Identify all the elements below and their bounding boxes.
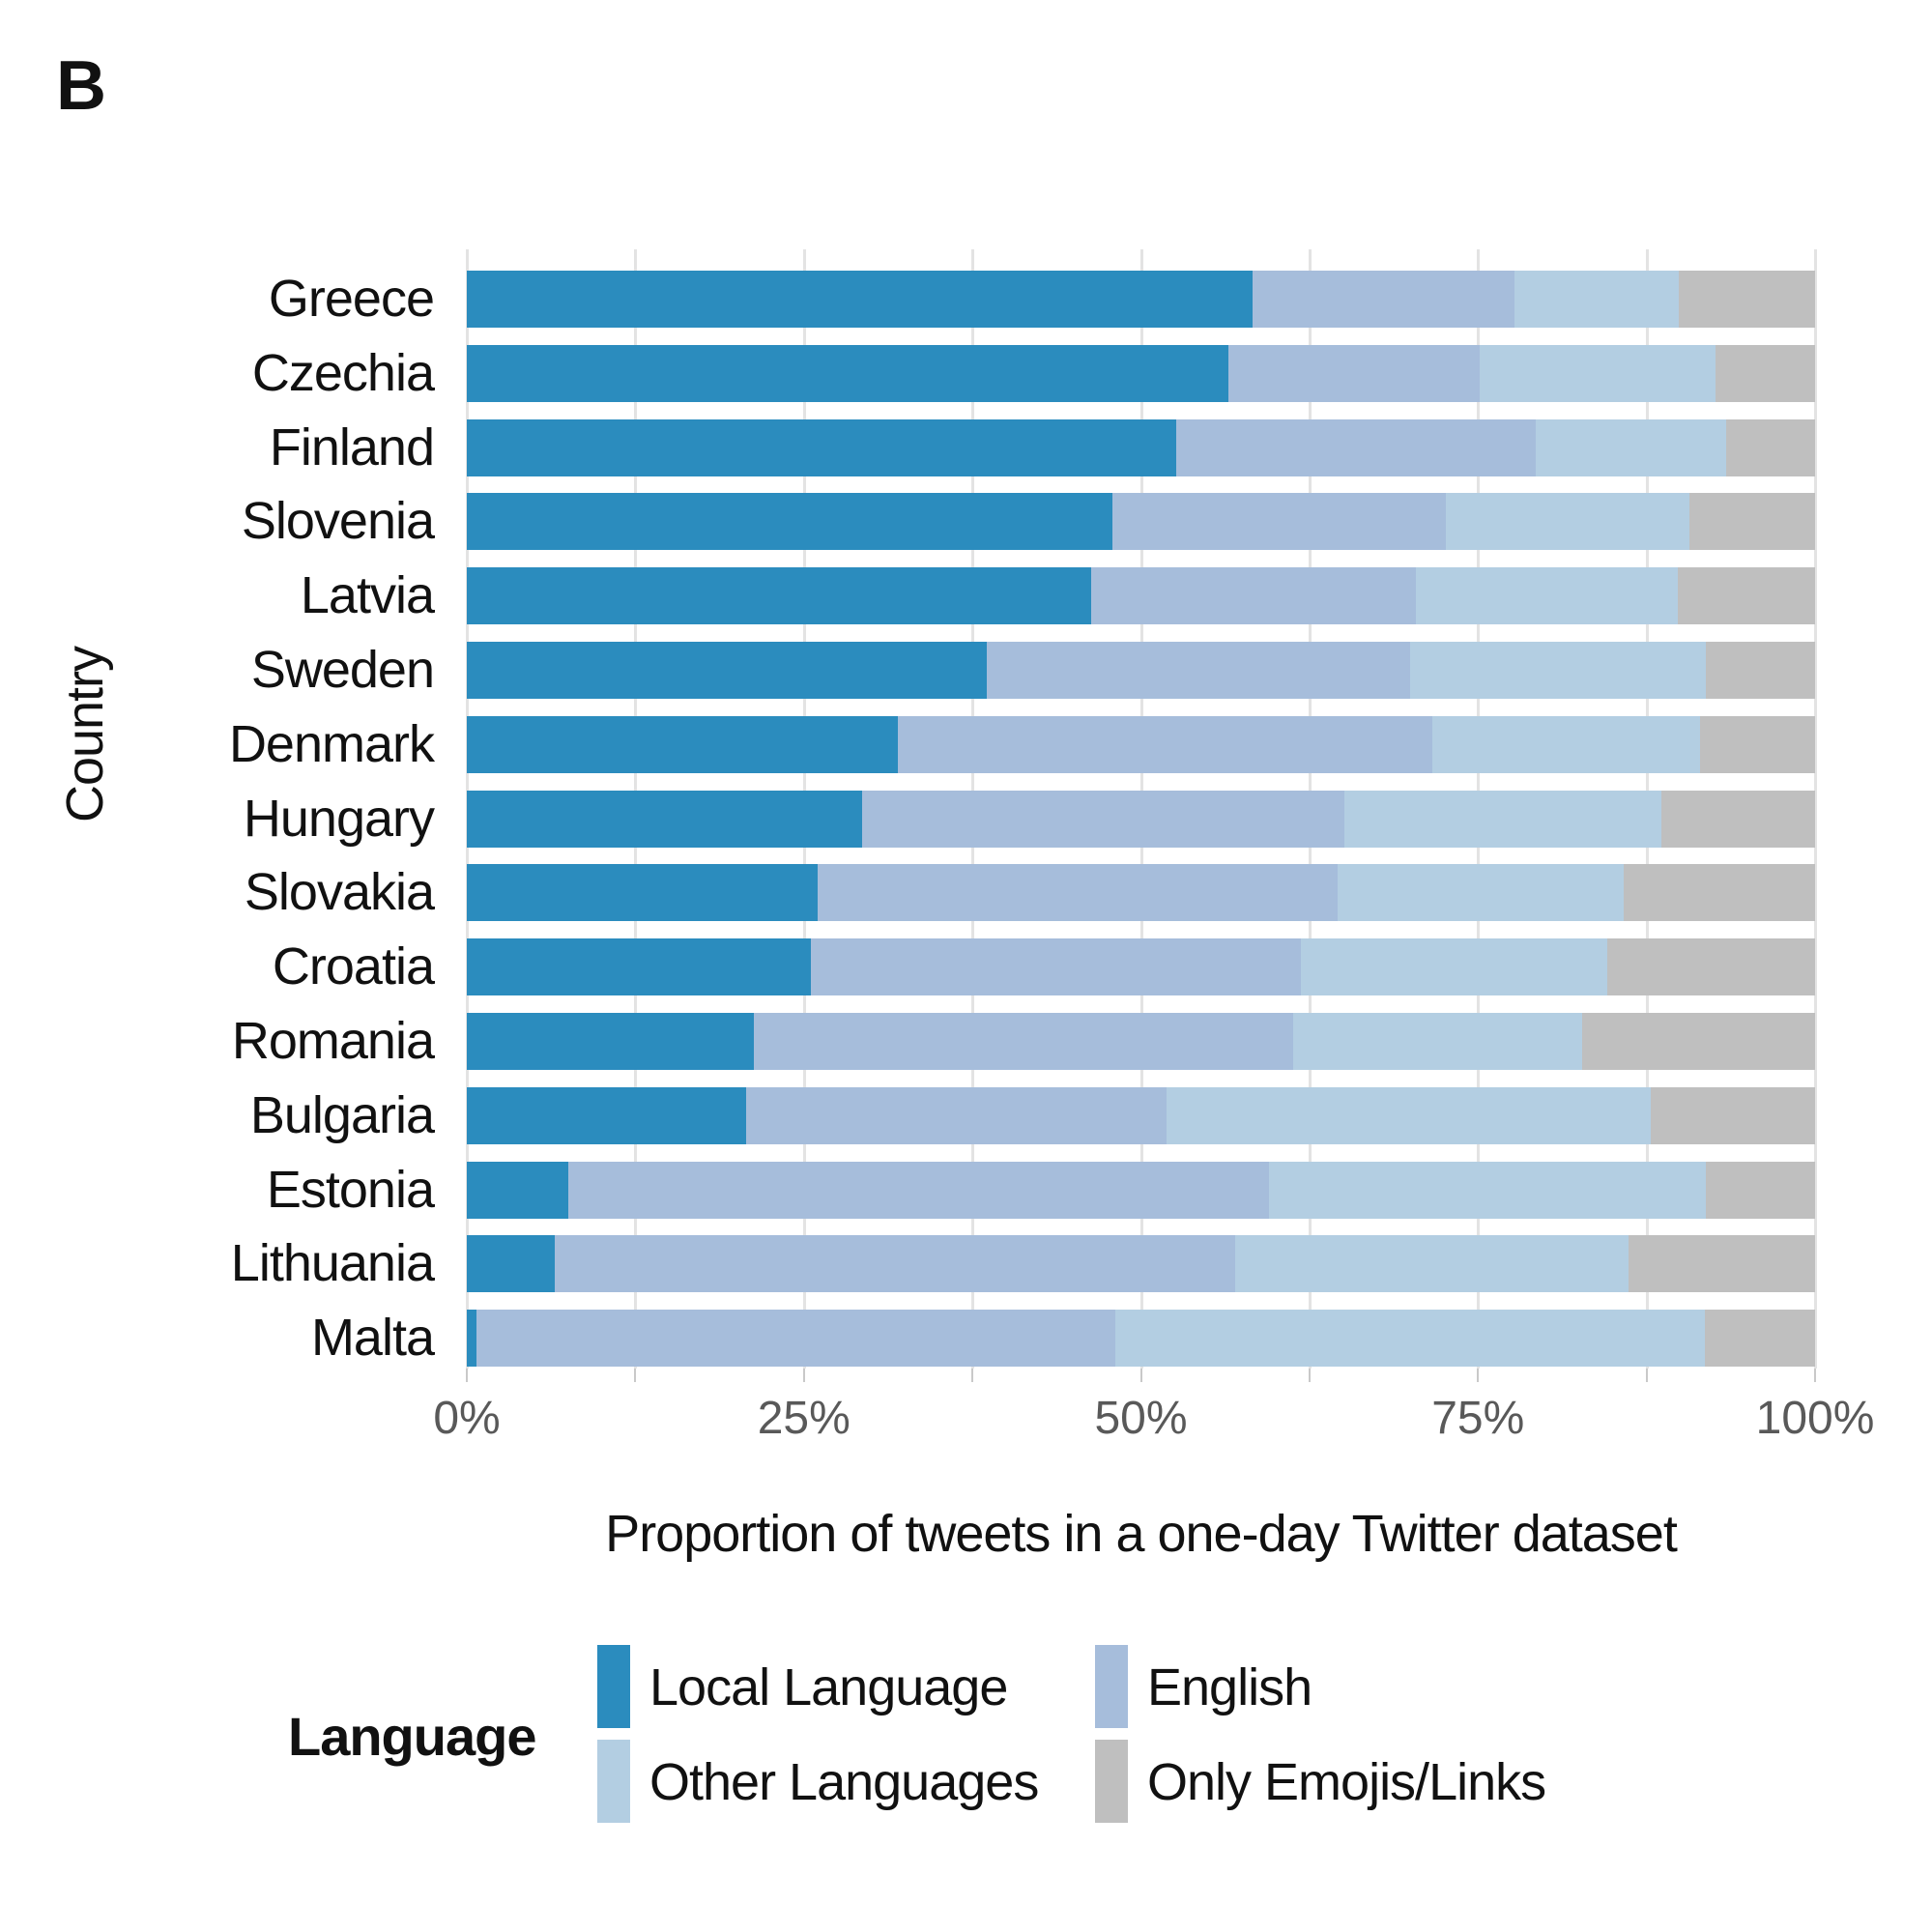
- bar-segment-slovenia-1: [1112, 493, 1446, 550]
- legend-item-other: [597, 1740, 630, 1823]
- bar-segment-slovenia-0: [467, 493, 1112, 550]
- bar-row-sweden: [467, 642, 1815, 699]
- x-axis-tick: [466, 1369, 468, 1382]
- bar-segment-czechia-1: [1228, 345, 1479, 402]
- bar-segment-denmark-2: [1432, 716, 1701, 773]
- bar-segment-croatia-3: [1607, 938, 1815, 995]
- bar-segment-greece-2: [1514, 271, 1679, 328]
- bar-segment-sweden-1: [987, 642, 1410, 699]
- bar-segment-romania-1: [754, 1013, 1293, 1070]
- bar-segment-estonia-2: [1269, 1162, 1706, 1219]
- bar-segment-latvia-2: [1416, 567, 1678, 624]
- x-axis-title: Proportion of tweets in a one-day Twitter dataset: [605, 1505, 1677, 1563]
- bar-segment-sweden-0: [467, 642, 987, 699]
- x-axis-tick-labels: [433, 1392, 1875, 1450]
- legend-swatch-other: [597, 1740, 630, 1823]
- x-axis-tick: [1140, 1369, 1142, 1382]
- x-tick-label-0%: 0%: [433, 1393, 501, 1444]
- bar-segment-finland-1: [1176, 419, 1536, 476]
- bar-row-slovakia: [467, 864, 1815, 921]
- bar-segment-bulgaria-3: [1651, 1087, 1815, 1144]
- bar-segment-greece-3: [1679, 271, 1815, 328]
- x-axis-tick: [803, 1369, 805, 1382]
- x-axis-tick: [1646, 1369, 1648, 1382]
- x-axis-tick: [634, 1369, 636, 1382]
- bar-segment-latvia-0: [467, 567, 1091, 624]
- legend-swatch-emoji: [1095, 1740, 1128, 1823]
- bar-segment-sweden-3: [1706, 642, 1815, 699]
- country-label-hungary: Hungary: [243, 789, 434, 848]
- bar-segment-hungary-1: [862, 791, 1344, 848]
- bar-segment-slovakia-1: [818, 864, 1338, 921]
- country-label-slovenia: Slovenia: [241, 492, 434, 551]
- legend-label-local: Local Language: [649, 1658, 1008, 1716]
- bar-segment-slovenia-3: [1689, 493, 1815, 550]
- bar-row-czechia: [467, 345, 1815, 402]
- country-label-sweden: Sweden: [250, 641, 434, 699]
- bar-segment-slovenia-2: [1446, 493, 1689, 550]
- bar-segment-denmark-1: [898, 716, 1431, 773]
- bar-segment-romania-3: [1582, 1013, 1815, 1070]
- bar-segment-hungary-2: [1344, 791, 1661, 848]
- bar-segment-estonia-3: [1706, 1162, 1815, 1219]
- bar-segment-lithuania-3: [1629, 1235, 1815, 1292]
- x-axis-tick: [1309, 1369, 1311, 1382]
- x-tick-label-75%: 75%: [1431, 1393, 1525, 1444]
- bar-row-greece: [467, 271, 1815, 328]
- legend-label-english: English: [1147, 1658, 1312, 1716]
- bar-segment-latvia-1: [1091, 567, 1416, 624]
- bar-segment-denmark-0: [467, 716, 898, 773]
- bar-segment-bulgaria-2: [1167, 1087, 1651, 1144]
- country-label-romania: Romania: [231, 1012, 434, 1070]
- bar-row-romania: [467, 1013, 1815, 1070]
- bar-segment-finland-2: [1536, 419, 1726, 476]
- bar-segment-czechia-3: [1716, 345, 1815, 402]
- bar-row-finland: [467, 419, 1815, 476]
- country-label-greece: Greece: [268, 270, 434, 328]
- bar-segment-finland-3: [1726, 419, 1815, 476]
- legend-swatch-local: [597, 1645, 630, 1728]
- bar-segment-latvia-3: [1678, 567, 1815, 624]
- country-label-estonia: Estonia: [266, 1160, 434, 1219]
- bar-row-slovenia: [467, 493, 1815, 550]
- bar-segment-czechia-0: [467, 345, 1228, 402]
- bar-segment-greece-1: [1253, 271, 1514, 328]
- bar-segment-slovakia-3: [1624, 864, 1815, 921]
- bar-segment-hungary-0: [467, 791, 862, 848]
- y-axis-title: Country: [56, 646, 114, 823]
- country-label-finland: Finland: [269, 418, 434, 476]
- bar-segment-slovakia-0: [467, 864, 818, 921]
- x-axis-tick: [1814, 1369, 1816, 1382]
- bar-segment-malta-0: [467, 1310, 476, 1367]
- plot-area: [467, 249, 1815, 1369]
- bar-segment-romania-2: [1293, 1013, 1582, 1070]
- bar-segment-slovakia-2: [1338, 864, 1624, 921]
- bar-segment-sweden-2: [1410, 642, 1706, 699]
- bar-row-lithuania: [467, 1235, 1815, 1292]
- bar-segment-malta-1: [476, 1310, 1115, 1367]
- bar-row-estonia: [467, 1162, 1815, 1219]
- bar-segment-lithuania-2: [1235, 1235, 1629, 1292]
- bar-row-malta: [467, 1310, 1815, 1367]
- x-tick-label-50%: 50%: [1094, 1393, 1188, 1444]
- bar-segment-hungary-3: [1661, 791, 1815, 848]
- legend-item-english: [1095, 1645, 1128, 1728]
- legend-swatch-english: [1095, 1645, 1128, 1728]
- bar-segment-malta-2: [1115, 1310, 1705, 1367]
- country-label-croatia: Croatia: [272, 937, 434, 996]
- bar-segment-denmark-3: [1700, 716, 1815, 773]
- bar-row-bulgaria: [467, 1087, 1815, 1144]
- bar-segment-croatia-2: [1301, 938, 1607, 995]
- bar-row-denmark: [467, 716, 1815, 773]
- bar-row-latvia: [467, 567, 1815, 624]
- bar-segment-czechia-2: [1480, 345, 1716, 402]
- country-label-malta: Malta: [310, 1309, 434, 1368]
- bar-segment-estonia-0: [467, 1162, 568, 1219]
- bar-segment-croatia-1: [811, 938, 1302, 995]
- x-axis-tick: [1477, 1369, 1479, 1382]
- country-label-denmark: Denmark: [228, 714, 434, 773]
- bar-row-hungary: [467, 791, 1815, 848]
- legend-label-emoji: Only Emojis/Links: [1147, 1753, 1546, 1811]
- country-label-lithuania: Lithuania: [230, 1234, 434, 1293]
- bar-segment-estonia-1: [568, 1162, 1269, 1219]
- bar-row-croatia: [467, 938, 1815, 995]
- bar-segment-lithuania-0: [467, 1235, 555, 1292]
- bar-segment-finland-0: [467, 419, 1176, 476]
- country-labels: [0, 249, 449, 1369]
- legend-title: Language: [288, 1706, 536, 1767]
- x-tick-label-25%: 25%: [757, 1393, 851, 1444]
- bar-segment-greece-0: [467, 271, 1253, 328]
- legend-item-emoji: [1095, 1740, 1128, 1823]
- x-tick-label-100%: 100%: [1755, 1393, 1875, 1444]
- panel-label: B: [56, 47, 107, 125]
- x-axis-tick: [971, 1369, 973, 1382]
- bar-segment-bulgaria-1: [746, 1087, 1167, 1144]
- bar-segment-lithuania-1: [555, 1235, 1235, 1292]
- country-label-czechia: Czechia: [251, 343, 434, 402]
- country-label-latvia: Latvia: [300, 566, 434, 625]
- bar-segment-malta-3: [1705, 1310, 1815, 1367]
- legend-item-local: [597, 1645, 630, 1728]
- country-label-bulgaria: Bulgaria: [249, 1085, 434, 1144]
- country-label-slovakia: Slovakia: [244, 863, 434, 922]
- bar-segment-romania-0: [467, 1013, 754, 1070]
- bar-segment-bulgaria-0: [467, 1087, 746, 1144]
- bar-segment-croatia-0: [467, 938, 811, 995]
- legend-label-other: Other Languages: [649, 1753, 1039, 1811]
